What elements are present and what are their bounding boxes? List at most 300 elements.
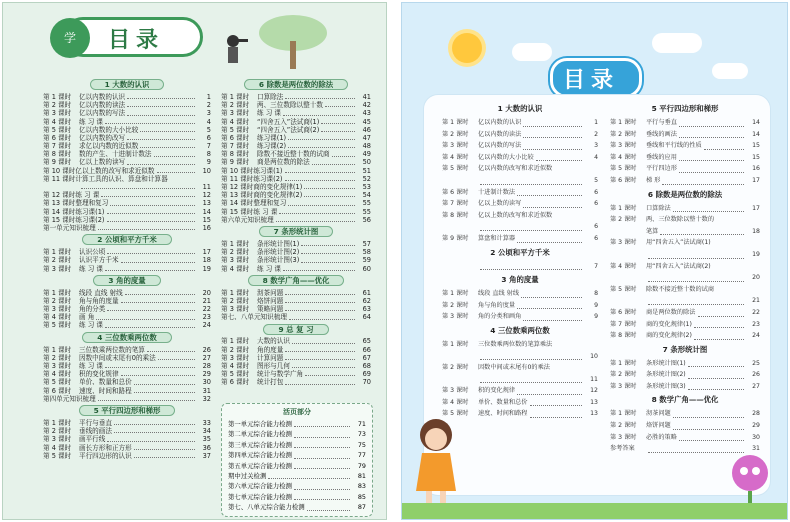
lesson-title: 垂线的画法 [646, 130, 677, 138]
toc-entry[interactable] [43, 378, 211, 386]
dot-leader [305, 375, 355, 376]
toc-entry[interactable] [610, 272, 760, 284]
lesson-title: 练 习 课 [79, 264, 103, 273]
toc-entry[interactable] [442, 163, 598, 175]
loose-leaf-entry[interactable] [228, 450, 366, 460]
page-number: 11 [590, 375, 598, 383]
lesson-title: 商的变化规律(2) [253, 191, 303, 200]
toc-title-banner [63, 17, 203, 57]
dot-leader [673, 211, 744, 212]
right-page [401, 2, 788, 520]
page-number: 50 [362, 158, 371, 167]
dot-leader [285, 310, 355, 311]
toc-entry[interactable] [221, 313, 371, 321]
toc-entry[interactable] [610, 295, 760, 307]
lesson-title: 用“四舍五入”法试商(2) [646, 262, 711, 270]
lesson-title: 亿以内数的改写 [79, 133, 126, 142]
toc-entry[interactable] [442, 362, 598, 374]
page-number: 55 [362, 199, 371, 208]
dot-leader [285, 351, 355, 352]
toc-entry[interactable] [610, 369, 760, 381]
page-number: 13 [590, 398, 598, 406]
dot-leader [517, 394, 582, 395]
lesson-title: 画长方形和正方形 [79, 443, 132, 452]
toc-entry[interactable] [221, 109, 371, 117]
page-number: 16 [752, 165, 760, 173]
toc-entry[interactable] [43, 118, 211, 126]
page-number: 29 [752, 422, 760, 430]
lesson-number: 第 4 课时 [43, 443, 72, 452]
dot-leader [105, 123, 195, 124]
lesson-number: 第 3 课时 [442, 387, 469, 395]
lesson-title: 认识平方千米 [79, 256, 119, 265]
toc-entry[interactable] [442, 374, 598, 386]
page-number: 79 [357, 461, 366, 470]
lesson-number: 第 1 课时 [43, 345, 72, 354]
lesson-title: 平行与垂直 [646, 119, 677, 126]
page-number: 64 [362, 313, 371, 322]
page-number: 55 [362, 207, 371, 216]
toc-entry[interactable] [610, 203, 760, 215]
lesson-title: 亿以内数的大小比较 [478, 153, 534, 161]
dot-leader [105, 367, 195, 368]
toc-entry[interactable] [442, 210, 598, 222]
dot-leader [121, 375, 195, 376]
loose-leaf-entry[interactable] [228, 471, 366, 481]
unit-heading-text: 1 大数的认识 [90, 79, 165, 90]
lesson-title: 亿以内数的大小比较 [79, 125, 139, 134]
loose-leaf-entry[interactable] [228, 492, 366, 502]
lesson-number: 第 2 课时 [221, 101, 250, 110]
lesson-title: 因数中间或末尾有0的乘法 [79, 353, 156, 362]
lesson-number: 第 5 课时 [221, 370, 250, 379]
toc-entry[interactable] [43, 346, 211, 354]
loose-leaf-entry[interactable] [228, 440, 366, 450]
dot-leader [283, 270, 355, 271]
loose-leaf-entry[interactable] [228, 502, 366, 512]
toc-title: 目录 [563, 68, 620, 93]
unit-heading-text: 6 除数是两位数的除法 [647, 189, 723, 199]
lesson-title: 练 习 课 [75, 191, 100, 200]
toc-entry[interactable] [43, 265, 211, 273]
dot-leader [698, 316, 745, 317]
page-number: 73 [357, 430, 366, 439]
lesson-title: 平行与垂直 [79, 418, 112, 427]
lesson-title: 练习课(2) [257, 142, 287, 151]
lesson-number: 第 2 课时 [43, 256, 72, 265]
dot-leader [673, 429, 744, 430]
lesson-title: 练 习 课 [79, 362, 103, 371]
lesson-number: 第 5 课时 [221, 125, 250, 134]
lesson-number: 第 3 课时 [221, 256, 250, 265]
page-number: 51 [362, 166, 371, 175]
lesson-title: 亿以上数的改写和求近似数 [478, 211, 553, 219]
page-number: 6 [206, 133, 211, 142]
toc-entry[interactable] [43, 216, 211, 224]
page-number: 18 [202, 256, 211, 265]
lesson-number: 第 3 课时 [43, 109, 72, 118]
toc-entry[interactable] [221, 297, 371, 305]
toc-entry[interactable] [221, 240, 371, 248]
dot-leader [480, 184, 582, 185]
toc-entry[interactable] [610, 152, 760, 164]
toc-entry[interactable] [442, 129, 598, 141]
test-title: 第三单元综合能力检测 [228, 440, 292, 449]
toc-entry[interactable] [221, 208, 371, 216]
toc-entry[interactable] [610, 358, 760, 370]
lesson-number: 第 4 课时 [442, 153, 469, 161]
toc-entry[interactable] [43, 444, 211, 452]
page-number: 16 [202, 223, 211, 232]
toc-entry[interactable] [221, 216, 371, 224]
lesson-title: 速度、时间和路程 [478, 410, 528, 418]
grass-strip [402, 503, 787, 519]
page-number: 36 [202, 443, 211, 452]
lesson-number: 第 13 课时 [221, 191, 254, 200]
lesson-title: 统计打包 [257, 378, 284, 387]
lesson-title: 亿以内数的写法 [79, 109, 126, 118]
toc-entry[interactable] [221, 346, 371, 354]
toc-entry[interactable] [221, 175, 371, 183]
lesson-title: 垂线的画法 [79, 427, 112, 436]
toc-entry[interactable] [43, 208, 211, 216]
toc-entry[interactable] [221, 378, 371, 386]
lesson-title: 亿以内数的写法 [478, 142, 522, 150]
lesson-title: 商的变化规律(1) [253, 183, 303, 192]
lesson-number: 第 5 课时 [43, 321, 72, 330]
toc-entry[interactable] [442, 117, 598, 129]
dot-leader [301, 253, 355, 254]
toc-entry[interactable] [610, 237, 760, 249]
toc-entry[interactable] [610, 117, 760, 129]
unit-heading [442, 274, 598, 286]
page-number: 43 [362, 109, 371, 118]
toc-entry[interactable] [43, 387, 211, 395]
toc-entry[interactable] [221, 134, 371, 142]
toc-entry[interactable] [442, 351, 598, 363]
toc-title: 目录 [108, 28, 165, 53]
toc-entry[interactable] [442, 233, 598, 245]
lesson-title: 练 习 课 [257, 264, 281, 273]
page-number: 54 [362, 191, 371, 200]
lesson-title: 练习课(2) [253, 174, 283, 183]
dot-leader [96, 319, 195, 320]
toc-entry[interactable] [610, 140, 760, 152]
dot-leader [530, 405, 583, 406]
lesson-number: 第 15 课时 [221, 207, 254, 216]
toc-entry[interactable] [43, 134, 211, 142]
dot-leader [157, 172, 196, 173]
toc-entry[interactable] [43, 126, 211, 134]
dot-leader [127, 106, 195, 107]
toc-entry[interactable] [43, 419, 211, 427]
toc-entry[interactable] [221, 167, 371, 175]
toc-entry[interactable] [610, 381, 760, 393]
lesson-number: 第 5 课时 [610, 285, 637, 293]
toc-entry[interactable] [43, 93, 211, 101]
page-number: 85 [357, 492, 366, 501]
dot-leader [523, 149, 582, 150]
dot-leader [523, 207, 582, 208]
toc-entry[interactable] [43, 289, 211, 297]
page-number: 70 [362, 378, 371, 387]
lesson-number: 第 3 课时 [221, 353, 250, 362]
toc-entry[interactable] [442, 288, 598, 300]
lesson-number: 第 2 课时 [43, 353, 72, 362]
page-number: 17 [752, 204, 760, 212]
unit-heading [43, 79, 211, 91]
lesson-title: 亿以内数的认识 [478, 119, 522, 126]
lesson-title: 亿以上数的改写和求近似数 [75, 166, 155, 175]
page-number: 28 [752, 410, 760, 418]
toc-entry[interactable] [221, 118, 371, 126]
loose-leaf-entry[interactable] [228, 481, 366, 491]
lesson-number: 第 8 课时 [442, 211, 469, 219]
toc-entry[interactable] [610, 175, 760, 187]
toc-entry[interactable] [221, 93, 371, 101]
lesson-number: 第 2 课时 [442, 130, 469, 138]
toc-entry[interactable] [442, 187, 598, 199]
toc-entry[interactable] [221, 256, 371, 264]
dot-leader [105, 270, 195, 271]
dot-leader [283, 115, 355, 116]
toc-entry[interactable] [610, 214, 760, 226]
dot-leader [288, 147, 355, 148]
dot-leader [694, 327, 744, 328]
toc-entry[interactable] [43, 159, 211, 167]
page-number: 18 [752, 227, 760, 235]
lesson-title: “四舍五入”法试商(2) [257, 125, 320, 134]
toc-entry[interactable] [442, 152, 598, 164]
lesson-number: 第 1 课时 [43, 418, 72, 427]
page-number: 12 [202, 191, 211, 200]
unit-heading-text: 1 大数的认识 [497, 104, 543, 113]
loose-leaf-box [221, 403, 373, 517]
toc-entry[interactable] [442, 140, 598, 152]
page-number: 5 [206, 125, 211, 134]
dot-leader [517, 242, 582, 243]
lesson-title: 练 习 课 [257, 109, 281, 118]
unit-heading-text: 6 除数是两位数的除法 [244, 79, 348, 90]
lesson-title: 条形统计图(1) [646, 359, 686, 367]
page-number: 13 [202, 199, 211, 208]
toc-entry[interactable] [610, 129, 760, 141]
toc-entry[interactable] [610, 420, 760, 432]
dot-leader [304, 188, 355, 189]
loose-leaf-entry[interactable] [228, 429, 366, 439]
page-number: 5 [594, 176, 598, 184]
left-toc-column-2 [221, 77, 371, 387]
loose-leaf-entry[interactable] [228, 419, 366, 429]
unit-heading-text: 7 条形统计图 [662, 344, 708, 354]
toc-entry[interactable] [442, 385, 598, 397]
page-number: 17 [752, 176, 760, 184]
toc-entry[interactable] [610, 284, 760, 296]
lesson-title: 沏茶问题 [646, 410, 671, 418]
loose-leaf-entry[interactable] [228, 461, 366, 471]
toc-entry[interactable] [442, 339, 598, 351]
unit-heading [221, 324, 371, 336]
toc-entry[interactable] [43, 256, 211, 264]
toc-entry[interactable] [221, 265, 371, 273]
toc-entry[interactable] [221, 289, 371, 297]
dot-leader [294, 468, 350, 469]
unit-heading-text: 4 三位数乘两位数 [82, 332, 171, 343]
lesson-title: 烙饼问题 [646, 422, 671, 430]
toc-entry[interactable] [442, 175, 598, 187]
page-number: 6 [594, 223, 598, 231]
page-number: 24 [202, 321, 211, 330]
lesson-number: 第 10 课时 [43, 166, 76, 175]
lesson-title: 商的变化规律(1) [646, 320, 692, 328]
page-number: 31 [752, 445, 760, 453]
dot-leader [294, 437, 350, 438]
toc-entry[interactable] [442, 261, 598, 273]
toc-entry[interactable] [442, 397, 598, 409]
toc-entry[interactable] [610, 408, 760, 420]
lesson-title: 条形统计图(3) [646, 382, 686, 390]
lesson-title: 垂线的应用 [646, 153, 677, 161]
lesson-title: 口算除法 [257, 92, 284, 101]
toc-entry[interactable] [610, 307, 760, 319]
toc-entry[interactable] [43, 395, 211, 403]
page-number: 2 [594, 130, 598, 138]
toc-entry[interactable] [221, 126, 371, 134]
lesson-title: 角与角的度量 [478, 301, 516, 309]
page-number: 11 [202, 183, 211, 192]
dot-leader [530, 417, 583, 418]
lesson-title: 角与角的度量 [79, 296, 119, 305]
toc-entry[interactable] [43, 297, 211, 305]
toc-entry[interactable] [43, 167, 211, 175]
lesson-title: 条形统计图(3) [257, 256, 300, 265]
left-toc-column-1 [43, 77, 211, 460]
page-number: 10 [202, 166, 211, 175]
dot-leader [294, 447, 350, 448]
test-title: 第七、八单元综合能力检测 [228, 503, 305, 512]
lesson-number: 参考答案 [610, 445, 635, 453]
toc-entry[interactable] [43, 175, 211, 183]
page-number: 9 [206, 158, 211, 167]
dot-leader [704, 149, 744, 150]
toc-entry[interactable] [610, 249, 760, 261]
lesson-title: 烙饼问题 [257, 296, 284, 305]
lesson-title: 线段 直线 射线 [79, 288, 123, 297]
toc-entry[interactable] [610, 432, 760, 444]
dot-leader [147, 351, 195, 352]
page-number: 41 [362, 92, 371, 101]
lesson-number: 第 7 课时 [610, 320, 637, 328]
lesson-title: 沏茶问题 [257, 288, 284, 297]
toc-entry[interactable] [221, 199, 371, 207]
sun-icon [452, 33, 482, 63]
lesson-title: 练 习 课 [79, 321, 103, 330]
lesson-title: 认识公顷 [79, 248, 106, 257]
toc-entry[interactable] [221, 354, 371, 362]
lesson-number: 第 2 课时 [610, 371, 637, 379]
page-number: 48 [362, 142, 371, 151]
toc-entry[interactable] [442, 300, 598, 312]
toc-entry[interactable] [43, 435, 211, 443]
dot-leader [679, 440, 744, 441]
page-number: 45 [362, 117, 371, 126]
dot-leader [480, 230, 582, 231]
dot-leader [688, 389, 744, 390]
dot-leader [98, 229, 195, 230]
lesson-title: 积的变化规律 [79, 370, 119, 379]
lesson-number: 第 5 课时 [442, 165, 469, 173]
page-number: 75 [357, 440, 366, 449]
page-number: 21 [752, 297, 760, 305]
lesson-title: 除数不接近整十数的试商 [257, 150, 330, 159]
dot-leader [107, 441, 195, 442]
cloud-icon [512, 43, 552, 61]
dot-leader [648, 304, 744, 305]
toc-entry[interactable] [43, 322, 211, 330]
lesson-title: 整理和复习 [253, 199, 287, 208]
unit-heading-text: 7 条形统计图 [259, 226, 334, 237]
toc-entry[interactable] [610, 226, 760, 238]
toc-entry[interactable] [442, 221, 598, 233]
page-number: 1 [594, 119, 598, 126]
page-number: 15 [202, 215, 211, 224]
lesson-number: 第 6 课时 [442, 188, 469, 196]
page-number: 81 [357, 471, 366, 480]
dot-leader [288, 139, 355, 140]
dot-leader [325, 106, 355, 107]
dot-leader [285, 294, 355, 295]
toc-entry[interactable] [43, 224, 211, 232]
page-number: 20 [752, 274, 760, 282]
lesson-title: 亿以内数的改写和求近似数 [478, 165, 553, 173]
test-title: 第七单元综合能力检测 [228, 492, 292, 501]
lesson-title: 平行四边形 [646, 165, 677, 173]
lesson-number: 第 1 课时 [221, 92, 250, 101]
dot-leader [480, 269, 582, 270]
page-number: 46 [362, 125, 371, 134]
unit-heading-text: 9 总 复 习 [263, 324, 328, 335]
page-number: 52 [362, 174, 371, 183]
toc-entry[interactable] [442, 198, 598, 210]
lesson-number: 第 2 课时 [43, 296, 72, 305]
toc-entry[interactable] [221, 338, 371, 346]
toc-entry[interactable] [43, 199, 211, 207]
dot-leader [288, 205, 355, 206]
toc-entry[interactable] [442, 311, 598, 323]
lesson-number: 第 3 课时 [442, 313, 469, 321]
page-number: 7 [594, 262, 598, 270]
loose-leaf-title: 活页部分 [283, 408, 311, 416]
dot-leader [648, 281, 744, 282]
lesson-number: 第 12 课时 [43, 191, 76, 200]
toc-entry[interactable] [221, 159, 371, 167]
toc-entry[interactable] [610, 261, 760, 273]
toc-entry[interactable] [43, 354, 211, 362]
toc-entry[interactable] [610, 330, 760, 342]
dot-leader [98, 400, 195, 401]
page-number: 56 [362, 215, 371, 224]
toc-entry[interactable] [43, 452, 211, 460]
dot-leader [285, 302, 355, 303]
test-title: 第四单元综合能力检测 [228, 451, 292, 460]
page-number: 69 [362, 370, 371, 379]
lesson-number: 第 3 课时 [610, 433, 637, 441]
lesson-number: 第 6 课时 [221, 133, 250, 142]
toc-entry[interactable] [610, 319, 760, 331]
lesson-number: 第 7 课时 [221, 142, 250, 151]
toc-entry[interactable] [43, 109, 211, 117]
toc-entry[interactable] [610, 163, 760, 175]
